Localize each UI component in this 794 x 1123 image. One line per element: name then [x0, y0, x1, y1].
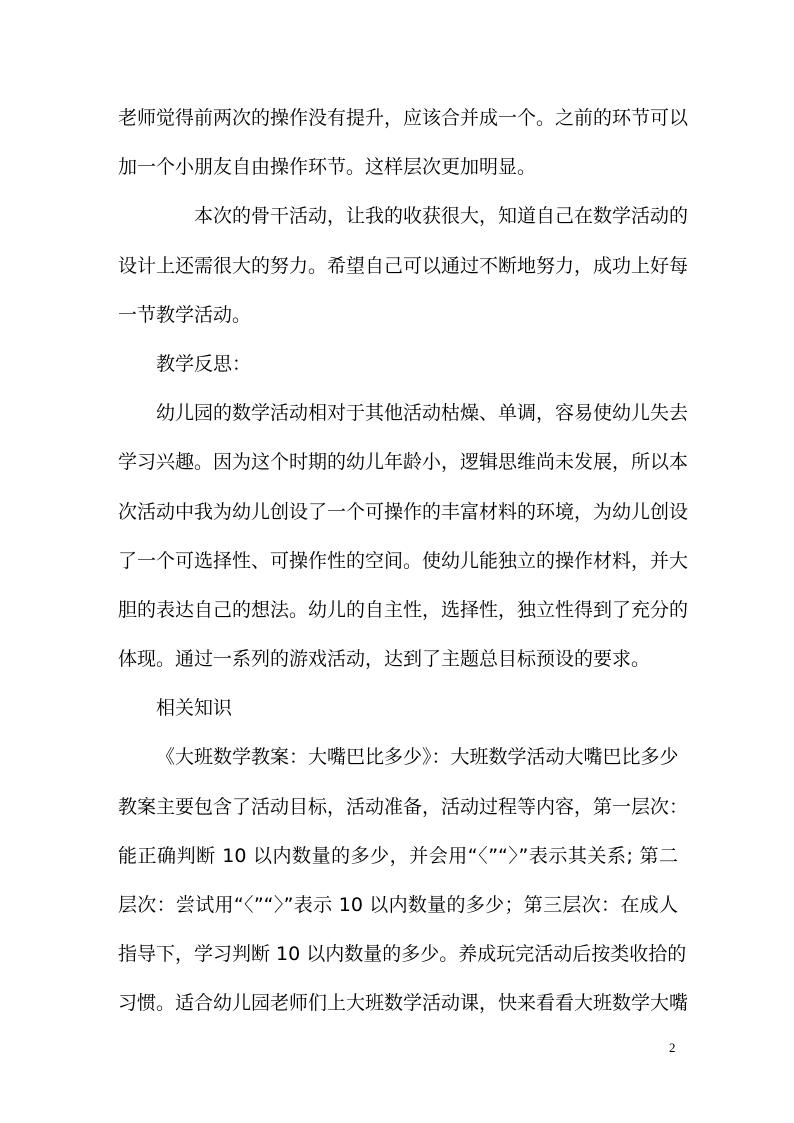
text-line: 老师觉得前两次的操作没有提升，应该合并成一个。之前的环节可以 [118, 107, 689, 129]
text-line: 设计上还需很大的努力。希望自己可以通过不断地努力，成功上好每 [118, 254, 689, 277]
section-heading-reflection: 教学反思： [156, 352, 252, 375]
text-line: 加一个小朋友自由操作环节。这样层次更加明显。 [118, 156, 537, 179]
text-line: 一节教学活动。 [118, 303, 252, 326]
text-line: 体现。通过一系列的游戏活动，达到了主题总目标预设的要求。 [118, 648, 651, 671]
text-line: 《大班数学教案：大嘴巴比多少》：大班数学活动大嘴巴比多少 [156, 746, 679, 769]
text-line: 本次的骨干活动，让我的收获很大，知道自己在数学活动的 [194, 205, 689, 228]
page-number: 2 [669, 1040, 676, 1055]
text-line: 幼儿园的数学活动相对于其他活动枯燥、单调，容易使幼儿失去 [156, 402, 689, 425]
text-line: 层次：尝试用“〈”“〉”表示 10 以内数量的多少；第三层次：在成人 [118, 894, 678, 916]
text-line: 胆的表达自己的想法。幼儿的自主性，选择性，独立性得到了充分的 [118, 598, 689, 621]
body-text [118, 94, 689, 1029]
text-line: 了一个可选择性、可操作性的空间。使幼儿能独立的操作材料，并大 [118, 549, 689, 572]
text-line: 学习兴趣。因为这个时期的幼儿年龄小，逻辑思维尚未发展，所以本 [118, 451, 689, 474]
text-line: 习惯。适合幼儿园老师们上大班数学活动课，快来看看大班数学大嘴 [118, 992, 689, 1015]
text-line: 次活动中我为幼儿创设了一个可操作的丰富材料的环境，为幼儿创设 [118, 500, 689, 523]
text-line: 指导下，学习判断 10 以内数量的多少。养成玩完活动后按类收拾的 [118, 943, 687, 966]
section-heading-related: 相关知识 [156, 697, 233, 720]
text-line: 能正确判断 10 以内数量的多少，并会用“〈”“〉”表示其关系; 第二 [118, 844, 678, 867]
text-line: 教案主要包含了活动目标，活动准备，活动过程等内容，第一层次： [118, 795, 689, 818]
